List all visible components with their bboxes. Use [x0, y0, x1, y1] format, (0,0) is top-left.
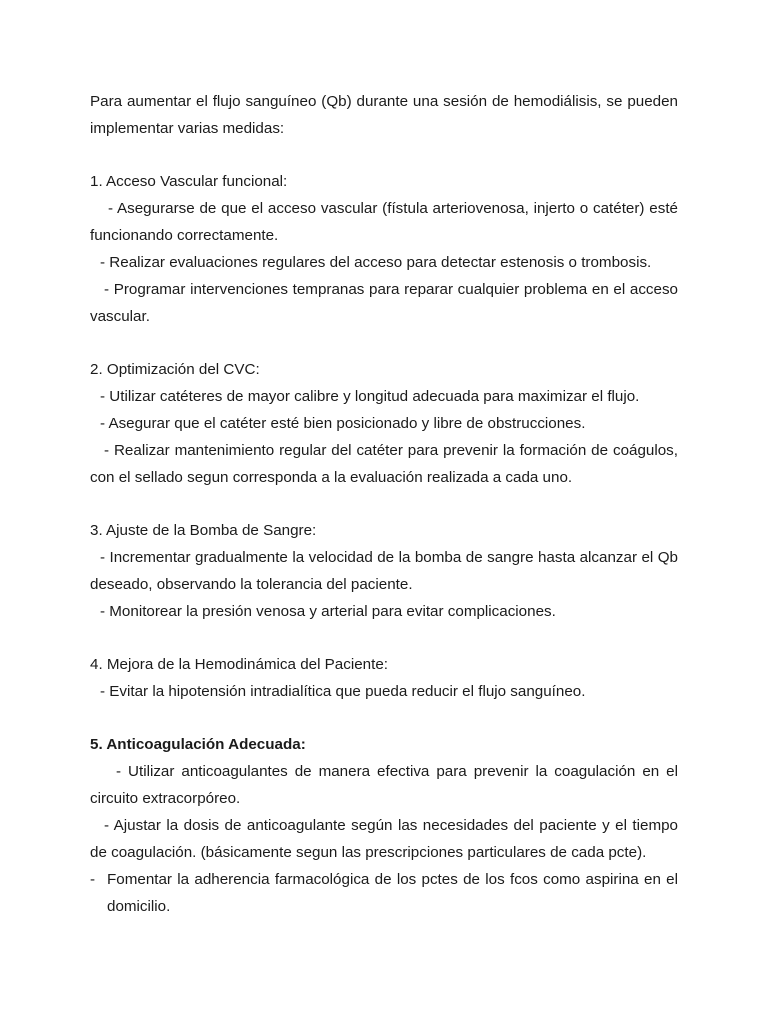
- section-5-item-2: - Ajustar la dosis de anticoagulante según las necesidades del paciente y el tiempo de coagulación. (básicamente segun las prescripciones particulares de cada pcte).: [90, 817, 678, 861]
- section-2-item-3: - Realizar mantenimiento regular del catéter para prevenir la formación de coágulos, con el sellado segun corresponda a la evaluación realizada a cada uno.: [90, 442, 678, 486]
- section-5-heading: 5. Anticoagulación Adecuada:: [90, 736, 306, 753]
- section-2-heading: 2. Optimización del CVC:: [90, 361, 260, 378]
- section-4-heading: 4. Mejora de la Hemodinámica del Paciente:: [90, 656, 389, 673]
- section-2-item-2: - Asegurar que el catéter esté bien posicionado y libre de obstrucciones.: [100, 415, 586, 432]
- bullet-dash: -: [90, 871, 96, 888]
- section-1-heading: 1. Acceso Vascular funcional:: [90, 173, 288, 190]
- section-5-item-3: [90, 866, 678, 920]
- section-2-item-1: - Utilizar catéteres de mayor calibre y longitud adecuada para maximizar el flujo.: [100, 388, 640, 405]
- section-3-heading: 3. Ajuste de la Bomba de Sangre:: [90, 522, 317, 539]
- document-page: [90, 88, 678, 920]
- section-4-item-1: - Evitar la hipotensión intradialítica que pueda reducir el flujo sanguíneo.: [100, 683, 586, 700]
- section-1-item-1: - Asegurarse de que el acceso vascular (fístula arteriovenosa, injerto o catéter) esté funcionando correctamente.: [90, 200, 678, 244]
- intro-paragraph: Para aumentar el flujo sanguíneo (Qb) durante una sesión de hemodiálisis, se pueden implementar varias medidas:: [90, 93, 678, 137]
- section-3-item-1: - Incrementar gradualmente la velocidad de la bomba de sangre hasta alcanzar el Qb deseado, observando la tolerancia del paciente.: [90, 549, 678, 593]
- section-3-item-2: - Monitorear la presión venosa y arterial para evitar complicaciones.: [100, 603, 556, 620]
- section-5-item-1: - Utilizar anticoagulantes de manera efectiva para prevenir la coagulación en el circuito extracorpóreo.: [90, 763, 678, 807]
- section-5-item-3-text: Fomentar la adherencia farmacológica de los pctes de los fcos como aspirina en el domicilio.: [107, 871, 678, 915]
- section-1-item-2: - Realizar evaluaciones regulares del acceso para detectar estenosis o trombosis.: [100, 254, 652, 271]
- section-1-item-3: - Programar intervenciones tempranas para reparar cualquier problema en el acceso vascular.: [90, 281, 678, 325]
